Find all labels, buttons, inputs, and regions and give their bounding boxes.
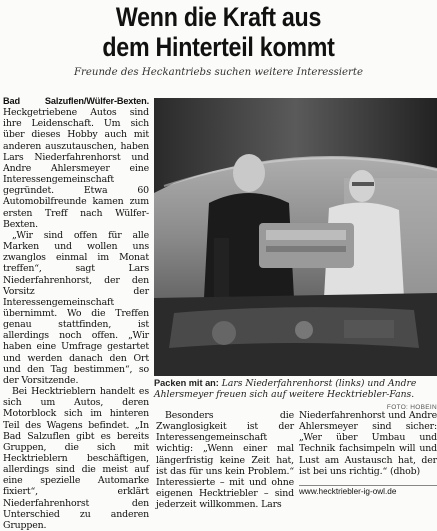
caption-text: Lars Niederfahrenhorst (links) und Andre Ahlersmeyer freuen sich auf weitere Hecktriebler-Fans. <box>154 378 417 400</box>
caption-lead: Packen mit an: <box>154 378 219 388</box>
photo-illustration <box>154 98 437 376</box>
paragraph-text: Heckgetriebene Autos sind ihre Leidenschaft. Um sich über dieses Hobby auch mit anderen auszutauschen, haben Lars Niederfahrenhorst und Andre Ahlersmeyer eine Interessengemeinschaft gegründet. Etwa 60 Automobilfreunde kamen zum ersten Treff nach Wülfer-Bexten. <box>3 107 149 230</box>
headline <box>0 2 437 62</box>
article-paragraph: „Wir sind offen für alle Marken und wollen uns zwanglos einmal im Monat treffen“, sagt Lars Niederfahrenhorst, der den Vorsitz der Interessengemeinschaft übernimmt. Wo die Treffen genau stattfinden, ist allerdings noch offen. „Wir haben eine Umfrage gestartet und werden danach den Ort und den Tag bestimmen“, so der Vorsitzende. <box>3 229 149 386</box>
article-column-3 <box>299 410 437 477</box>
headline-line-1: Wenn die Kraft aus <box>115 2 322 32</box>
photo-caption <box>154 378 437 413</box>
article-paragraph: Besonders die Zwanglosigkeit ist der Interessengemeinschaft wichtig: „Wenn einer mal längerfristig keine Zeit hat, ist das für uns kein Problem.“ Interessierte – mit und ohne eigenen Hecktriebler – sind jederzeit willkommen. Lars <box>156 410 294 511</box>
article-column-1 <box>3 96 149 531</box>
article-paragraph <box>3 96 149 230</box>
headline-line-2: dem Hinterteil kommt <box>102 32 335 62</box>
article-paragraph: Niederfahrenhorst und Andre Ahlersmeyer sind sicher: „Wer über Umbau und Technik fachsimpeln will und Lust am Austausch hat, der ist bei uns richtig.“ (dhob) <box>299 410 437 477</box>
subheadline: Freunde des Heckantriebs suchen weitere Interessierte <box>73 67 364 78</box>
website-link[interactable]: www.hecktriebler-ig-owl.de <box>299 487 437 496</box>
photo-credit: FOTO: HOBEIN <box>386 404 437 411</box>
dateline: Bad Salzuflen/Wülfer-Bexten. <box>3 96 149 106</box>
article-paragraph: Bei Hecktrieblern handelt es sich um Autos, deren Motorblock sich im hinteren Teil des Wagens befindet. „In Bad Salzuflen gibt es bereits Gruppen, die sich mit Hecktrieblern beschäftigen, allerdings sind die meist auf eine spezielle Automarke fixiert“, erklärt Niederfahrenhorst den Unterschied zu anderen Gruppen. <box>3 386 149 531</box>
article-photo <box>154 98 437 376</box>
article-column-2 <box>156 410 294 510</box>
